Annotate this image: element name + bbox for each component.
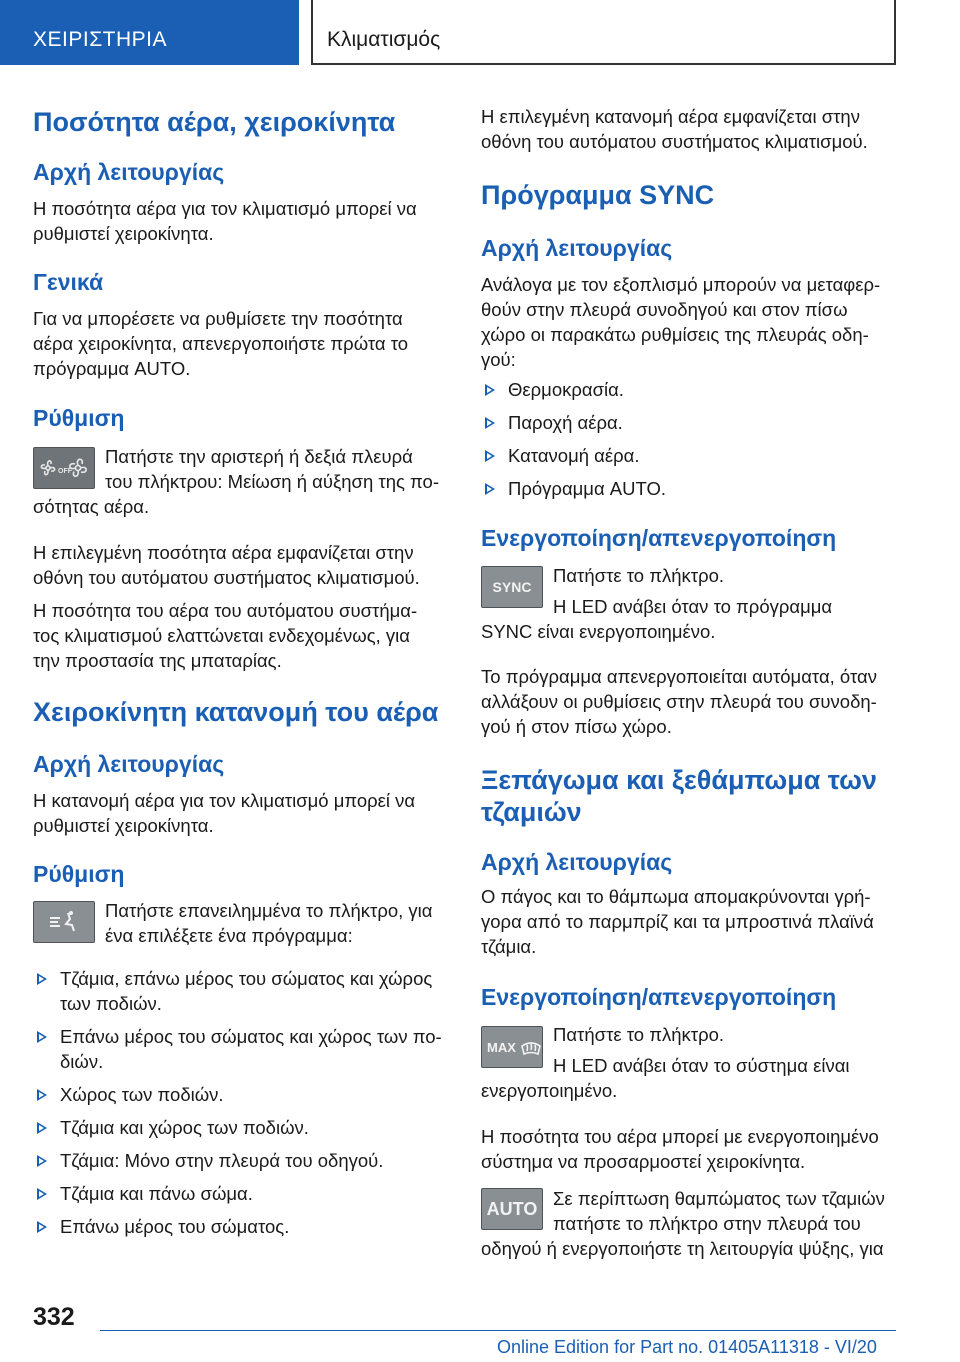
section-title: ΧΕΙΡΙΣΤΗΡΙΑ [33,28,168,51]
bullet-icon [37,1089,47,1101]
sync-button: SYNC [481,566,543,608]
bullet-icon [37,1188,47,1200]
heading-general: Γενικά [33,269,104,295]
heading-principle: Αρχή λειτουργίας [481,849,673,875]
list-item: Κατανομή αέρα. [508,445,640,466]
bullet-icon [485,483,495,495]
heading-defrost: Ξεπάγωμα και ξεθάμπωμα των [481,765,877,795]
text-line: θούν στην πλευρά συνοδηγού και στον πίσω [481,299,848,320]
text-line: ένα επιλέξετε ένα πρόγραμμα: [105,925,353,946]
text-line: οθόνη του αυτόματου συστήματος κλιματισμού. [481,131,868,152]
bullet-icon [485,417,495,429]
text-line: ενεργοποιημένο. [481,1080,618,1101]
heading-setting: Ρύθμιση [33,861,125,887]
bullet-icon [37,1155,47,1167]
text-line: οδηγού ή ενεργοποιήστε τη λειτουργία ψύξης, για [481,1238,884,1259]
fan-speed-button [33,447,95,489]
text-line: Το πρόγραμμα απενεργοποιείται αυτόματα, όταν [481,666,877,687]
heading-activation: Ενεργοποίηση/απενεργοποίηση [481,984,837,1010]
text-line: Πατήστε την αριστερή ή δεξιά πλευρά [105,446,413,467]
chapter-title: Κλιματισμός [327,28,441,51]
text-line: Η κατανομή αέρα για τον κλιματισμό μπορεί να [33,790,416,811]
list-item: Παροχή αέρα. [508,412,623,433]
text-line: Πατήστε το πλήκτρο. [553,565,725,586]
heading-principle: Αρχή λειτουργίας [33,751,225,777]
heading-defrost: τζαμιών [481,797,582,827]
fan-icon [38,453,90,483]
heading-distribution: Χειροκίνητη κατανομή του αέρα [33,697,439,727]
text-line: Σε περίπτωση θαμπώματος των τζαμιών [553,1188,885,1209]
heading-principle: Αρχή λειτουργίας [481,235,673,261]
list-item: Θερμοκρασία. [508,379,624,400]
air-distribution-button [33,901,95,943]
text-line: Για να μπορέσετε να ρυθμίσετε την ποσότητα [33,308,403,329]
text-line: Η επιλεγμένη κατανομή αέρα εμφανίζεται στην [481,106,860,127]
heading-activation: Ενεργοποίηση/απενεργοποίηση [481,525,837,551]
air-distribution-icon [44,909,84,935]
footer-divider [100,1330,896,1331]
list-item: Επάνω μέρος του σώματος και χώρος των πο- [60,1026,442,1047]
text-line: Η επιλεγμένη ποσότητα αέρα εμφανίζεται στην [33,542,414,563]
text-line: σότητας αέρα. [33,496,150,517]
text-line: γού ή στον πίσω χώρο. [481,716,672,737]
list-item: Τζάμια και χώρος των ποδιών. [60,1117,309,1138]
bullet-icon [37,973,47,985]
header-chapter-box [311,0,896,65]
text-line: αλλάξουν οι ρυθμίσεις στην πλευρά του συνοδη- [481,691,877,712]
page-number: 332 [33,1303,75,1331]
heading-principle: Αρχή λειτουργίας [33,159,225,185]
list-item: Πρόγραμμα AUTO. [508,478,666,499]
list-item: των ποδιών. [60,993,162,1014]
windshield-defrost-icon [520,1036,542,1058]
text-line: Ο πάγος και το θάμπωμα απομακρύνονται γρή- [481,886,871,907]
list-item: Τζάμια: Μόνο στην πλευρά του οδηγού. [60,1150,384,1171]
footer-edition: Online Edition for Part no. 01405A11318 - VI/20 [497,1337,877,1357]
text-line: οθόνη του αυτόματου συστήματος κλιματισμού. [33,567,420,588]
bullet-icon [37,1122,47,1134]
max-label: MAX [487,1039,516,1055]
heading-airflow: Ποσότητα αέρα, χειροκίνητα [33,107,396,137]
text-line: πατήστε το πλήκτρο στην πλευρά του [553,1213,861,1234]
svg-text:OFF: OFF [58,468,72,475]
list-item: Τζάμια, επάνω μέρος του σώματος και χώρος [60,968,433,989]
max-defrost-button [481,1026,543,1068]
text-line: τος κλιματισμού ελαττώνεται ενδεχομένως, για [33,625,410,646]
text-line: Πατήστε επανειλημμένα το πλήκτρο, για [105,900,433,921]
text-line: Η LED ανάβει όταν το πρόγραμμα [553,596,833,617]
list-item: Επάνω μέρος του σώματος. [60,1216,290,1237]
bullet-icon [485,450,495,462]
header-section-tab [0,0,299,65]
text-line: Η ποσότητα αέρα για τον κλιματισμό μπορεί να [33,198,417,219]
text-line: του πλήκτρου: Μείωση ή αύξηση της πο- [105,471,439,492]
text-line: Πατήστε το πλήκτρο. [553,1024,725,1045]
text-line: τζάμια. [481,936,537,957]
text-line: πρόγραμμα AUTO. [33,358,191,379]
text-line: γού: [481,349,516,370]
auto-button: AUTO [481,1188,543,1230]
bullet-icon [37,1031,47,1043]
text-line: την προστασία της μπαταρίας. [33,650,282,671]
text-line: Η ποσότητα του αέρα μπορεί με ενεργοποιημένο [481,1126,879,1147]
text-line: αέρα χειροκίνητα, απενεργοποιήστε πρώτα το [33,333,409,354]
text-line: Η LED ανάβει όταν το σύστημα είναι [553,1055,850,1076]
heading-sync: Πρόγραμμα SYNC [481,180,715,210]
list-item: διών. [60,1051,104,1072]
text-line: Η ποσότητα του αέρα του αυτόματου συστήμα- [33,600,418,621]
text-line: Ανάλογα με τον εξοπλισμό μπορούν να μεταφερ- [481,274,881,295]
bullet-icon [485,384,495,396]
text-line: χώρο οι παρακάτω ρυθμίσεις της πλευράς οδη- [481,324,869,345]
text-line: ρυθμιστεί χειροκίνητα. [33,815,214,836]
text-line: σύστημα να προσαρμοστεί χειροκίνητα. [481,1151,806,1172]
text-line: γορα από το παρμπρίζ και τα μπροστινά πλαϊνά [481,911,874,932]
text-line: SYNC είναι ενεργοποιημένο. [481,621,716,642]
text-line: ρυθμιστεί χειροκίνητα. [33,223,214,244]
heading-setting: Ρύθμιση [33,405,125,431]
list-item: Χώρος των ποδιών. [60,1084,224,1105]
list-item: Τζάμια και πάνω σώμα. [60,1183,253,1204]
bullet-icon [37,1221,47,1233]
